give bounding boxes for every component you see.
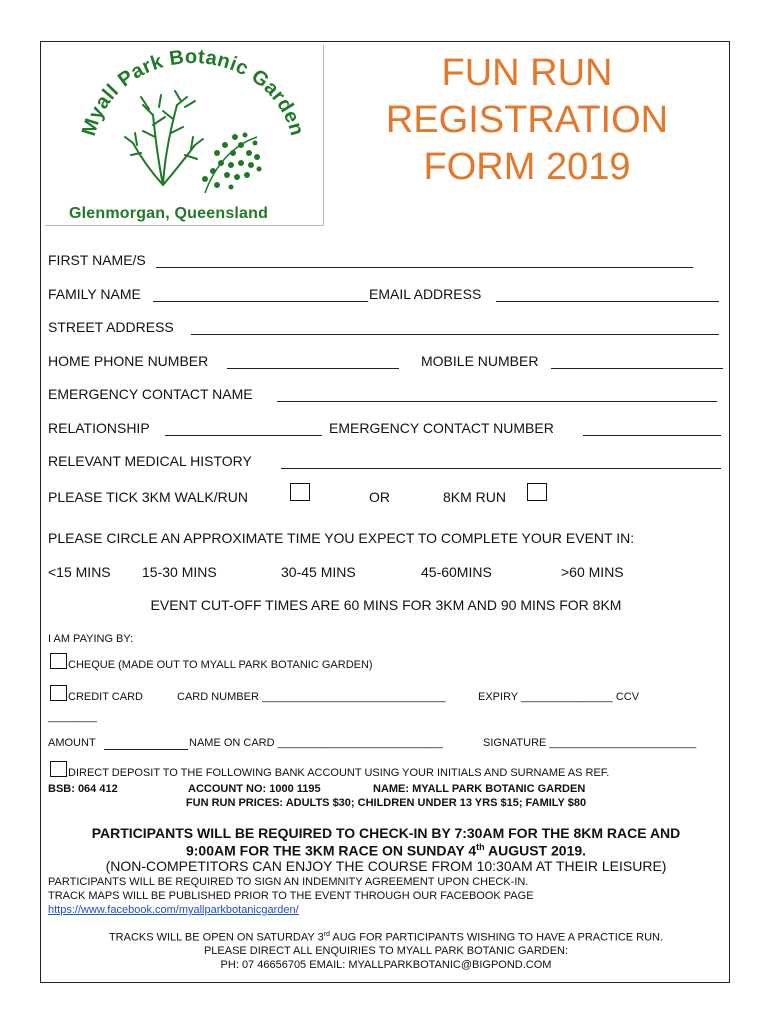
time-option[interactable]: >60 MINS bbox=[561, 564, 624, 580]
relationship-label: RELATIONSHIP bbox=[48, 420, 150, 436]
amount-field[interactable] bbox=[104, 749, 188, 750]
event-tick-label: PLEASE TICK 3KM WALK/RUN bbox=[48, 489, 248, 505]
medical-history-label: RELEVANT MEDICAL HISTORY bbox=[48, 453, 252, 469]
first-name-field[interactable] bbox=[156, 267, 693, 268]
amount-label: AMOUNT bbox=[48, 737, 96, 749]
mobile-label: MOBILE NUMBER bbox=[421, 353, 539, 369]
3km-checkbox[interactable] bbox=[290, 483, 310, 501]
medical-history-field[interactable] bbox=[281, 468, 721, 469]
title-line-1: FUN RUN bbox=[441, 52, 613, 94]
garden-logo bbox=[45, 45, 324, 226]
time-option[interactable]: 45-60MINS bbox=[421, 564, 492, 580]
name-on-card-field[interactable]: NAME ON CARD ___________________________ bbox=[189, 737, 443, 749]
expiry-ccv-field[interactable]: EXPIRY _______________ CCV bbox=[478, 691, 640, 703]
card-number-field[interactable]: CARD NUMBER ______________________________ bbox=[177, 691, 446, 703]
indemnity-note: PARTICIPANTS WILL BE REQUIRED TO SIGN AN INDEMNITY AGREEMENT UPON CHECK-IN. bbox=[48, 876, 529, 888]
contact-details: PH: 07 46656705 EMAIL: MYALLPARKBOTANIC@BIGPOND.COM bbox=[220, 959, 552, 971]
fun-run-prices: FUN RUN PRICES: ADULTS $30; CHILDREN UNDER 13 YRS $15; FAMILY $80 bbox=[185, 797, 587, 809]
garden-logo-emblem bbox=[45, 45, 323, 205]
checkin-line-1: PARTICIPANTS WILL BE REQUIRED TO CHECK-IN BY 7:30AM FOR THE 8KM RACE AND bbox=[91, 825, 681, 841]
8km-checkbox[interactable] bbox=[527, 483, 547, 501]
payment-heading: I AM PAYING BY: bbox=[48, 633, 134, 645]
cheque-label: CHEQUE (MADE OUT TO MYALL PARK BOTANIC GARDEN) bbox=[68, 659, 373, 671]
facebook-link[interactable]: https://www.facebook.com/myallparkbotanicgarden/ bbox=[48, 904, 299, 916]
or-label: OR bbox=[369, 489, 390, 505]
title-line-3: FORM 2019 bbox=[423, 146, 631, 188]
bsb-text: BSB: 064 412 bbox=[48, 783, 118, 795]
direct-deposit-checkbox[interactable] bbox=[50, 761, 67, 777]
first-name-label: FIRST NAME/S bbox=[48, 252, 146, 268]
street-address-field[interactable] bbox=[191, 334, 719, 335]
time-option[interactable]: 15-30 MINS bbox=[142, 564, 217, 580]
signature-field[interactable]: SIGNATURE ________________________ bbox=[483, 737, 697, 749]
8km-label: 8KM RUN bbox=[443, 489, 507, 505]
emergency-contact-number-label: EMERGENCY CONTACT NUMBER bbox=[329, 420, 554, 436]
emergency-contact-number-field[interactable] bbox=[583, 435, 721, 436]
non-competitors-note: (NON-COMPETITORS CAN ENJOY THE COURSE FROM 10:30AM AT THEIR LEISURE) bbox=[105, 858, 667, 874]
time-option[interactable]: 30-45 MINS bbox=[281, 564, 356, 580]
account-number-text: ACCOUNT NO: 1000 1195 bbox=[188, 783, 321, 795]
email-label: EMAIL ADDRESS bbox=[369, 286, 482, 302]
practice-run-note: TRACKS WILL BE OPEN ON SATURDAY 3rd AUG FOR PARTICIPANTS WISHING TO HAVE A PRACTICE RUN. bbox=[108, 931, 664, 944]
credit-card-checkbox[interactable] bbox=[50, 685, 67, 701]
emergency-contact-name-field[interactable] bbox=[277, 401, 717, 402]
home-phone-field[interactable] bbox=[227, 368, 399, 369]
family-name-label: FAMILY NAME bbox=[48, 286, 141, 302]
ccv-line[interactable]: ________ bbox=[48, 711, 97, 723]
cheque-checkbox[interactable] bbox=[50, 653, 67, 669]
form-title bbox=[323, 50, 731, 191]
logo-arc-text: Myall Park Botanic Garden bbox=[77, 45, 309, 139]
cutoff-notice: EVENT CUT-OFF TIMES ARE 60 MINS FOR 3KM AND 90 MINS FOR 8KM bbox=[150, 597, 622, 613]
street-address-label: STREET ADDRESS bbox=[48, 319, 174, 335]
direct-deposit-label: DIRECT DEPOSIT TO THE FOLLOWING BANK ACCOUNT USING YOUR INITIALS AND SURNAME AS REF. bbox=[68, 767, 610, 779]
relationship-field[interactable] bbox=[165, 435, 322, 436]
time-prompt: PLEASE CIRCLE AN APPROXIMATE TIME YOU EXPECT TO COMPLETE YOUR EVENT IN: bbox=[48, 530, 635, 546]
family-name-field[interactable] bbox=[153, 301, 368, 302]
track-maps-note: TRACK MAPS WILL BE PUBLISHED PRIOR TO THE EVENT THROUGH OUR FACEBOOK PAGE bbox=[48, 890, 534, 902]
svg-text:Myall Park Botanic Garden bbox=[78, 46, 308, 139]
time-option[interactable]: <15 MINS bbox=[48, 564, 111, 580]
checkin-line-2: 9:00AM FOR THE 3KM RACE ON SUNDAY 4th AUGUST 2019. bbox=[185, 842, 587, 859]
account-name-text: NAME: MYALL PARK BOTANIC GARDEN bbox=[373, 783, 586, 795]
logo-location-text: Glenmorgan, Queensland bbox=[69, 205, 269, 222]
email-field[interactable] bbox=[496, 301, 719, 302]
mobile-field[interactable] bbox=[551, 368, 723, 369]
title-line-2: REGISTRATION bbox=[385, 99, 669, 141]
emergency-contact-name-label: EMERGENCY CONTACT NAME bbox=[48, 386, 253, 402]
enquiries-note: PLEASE DIRECT ALL ENQUIRIES TO MYALL PARK BOTANIC GARDEN: bbox=[203, 945, 569, 957]
registration-form-page bbox=[40, 41, 730, 983]
credit-card-label: CREDIT CARD bbox=[68, 691, 143, 703]
home-phone-label: HOME PHONE NUMBER bbox=[48, 353, 209, 369]
